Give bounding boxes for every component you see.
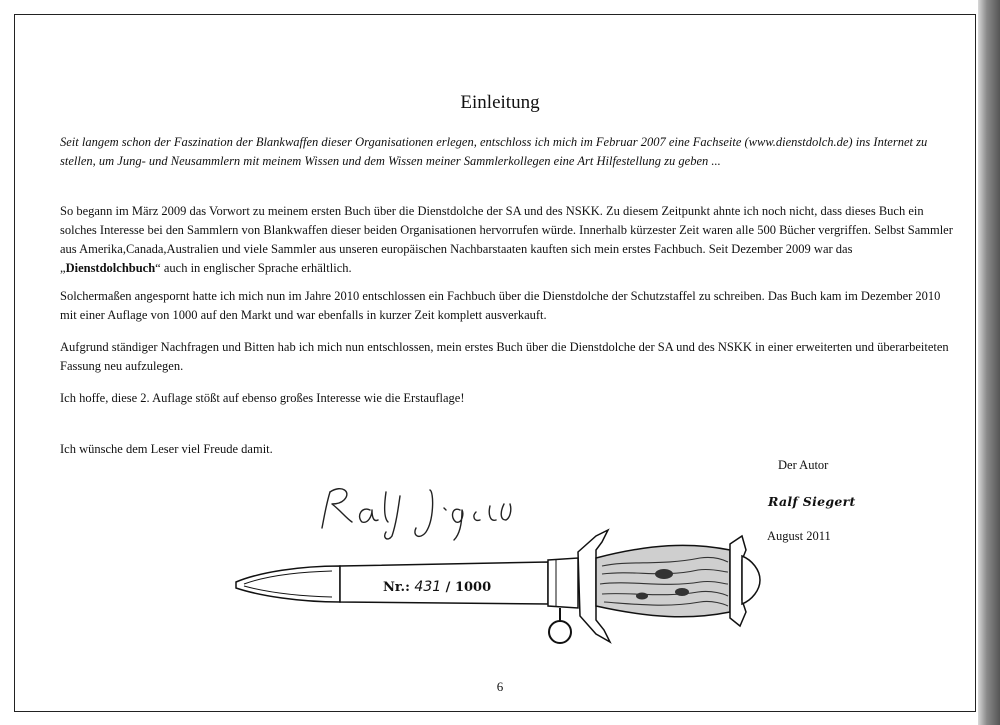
paragraph-1 [60, 202, 955, 278]
book-title-bold: Dienstdolchbuch [65, 261, 156, 275]
intro-paragraph: Seit langem schon der Faszination der Blankwaffen dieser Organisationen erlegen, entschloss ich mich im Februar 2007 eine Fachseite (www.dienstdolch.de) ins Internet zu stellen, um Jung- und Neusammlern mit meinem Wissen und dem Wissen meiner Sammlerkollegen eine Art Hilfestellung zu geben ... [60, 135, 928, 168]
paragraph-1-text-b: “ auch in englischer Sprache erhältlich. [155, 261, 352, 275]
serial-handwritten-number: 431 [414, 579, 442, 595]
dagger-drawing [230, 500, 770, 650]
serial-number [383, 579, 491, 595]
serial-prefix: Nr.: [383, 580, 410, 595]
paragraph-4: Ich hoffe, diese 2. Auflage stößt auf ebenso großes Interesse wie die Erstauflage! [60, 391, 465, 405]
paragraph-5: Ich wünsche dem Leser viel Freude damit. [60, 442, 273, 456]
paragraph-3: Aufgrund ständiger Nachfragen und Bitten hab ich mich nun entschlossen, mein erstes Buch über die Dienstdolche der SA und des NSKK in einer erweiterten und überarbeiteten Fassung neu aufzulegen. [60, 340, 949, 373]
page-title: Einleitung [460, 92, 540, 113]
author-label: Der Autor [778, 458, 829, 472]
author-date: August 2011 [767, 529, 831, 543]
author-name: Ralf Siegert [768, 494, 856, 509]
paragraph-1-text-a: So begann im März 2009 das Vorwort zu meinem ersten Buch über die Dienstdolche der SA und des NSKK. Zu diesem Zeitpunkt ahnte ich noch nicht, dass dieses Buch ein solches Interesse bei den Sammlern von Blankwaffen dieser beiden Organisationen hervorrufen würde. Innerhalb kürzester Zeit waren alle 500 Bücher vergriffen. Selbst Sammler aus Amerika,Canada,Australien und viele Sammler aus unseren europäischen Nachbarstaaten kauften sich mein erstes Fachbuch. Seit Dezember 2009 war das „ [60, 204, 953, 275]
paragraph-2: Solchermaßen angespornt hatte ich mich nun im Jahre 2010 entschlossen ein Fachbuch über die Dienstdolche der Schutzstaffel zu schreiben. Das Buch kam im Dezember 2010 mit einer Auflage von 1000 auf den Markt und war ebenfalls in kurzer Zeit komplett ausverkauft. [60, 289, 941, 322]
serial-total: / 1000 [445, 580, 492, 595]
page-number: 6 [496, 679, 504, 694]
